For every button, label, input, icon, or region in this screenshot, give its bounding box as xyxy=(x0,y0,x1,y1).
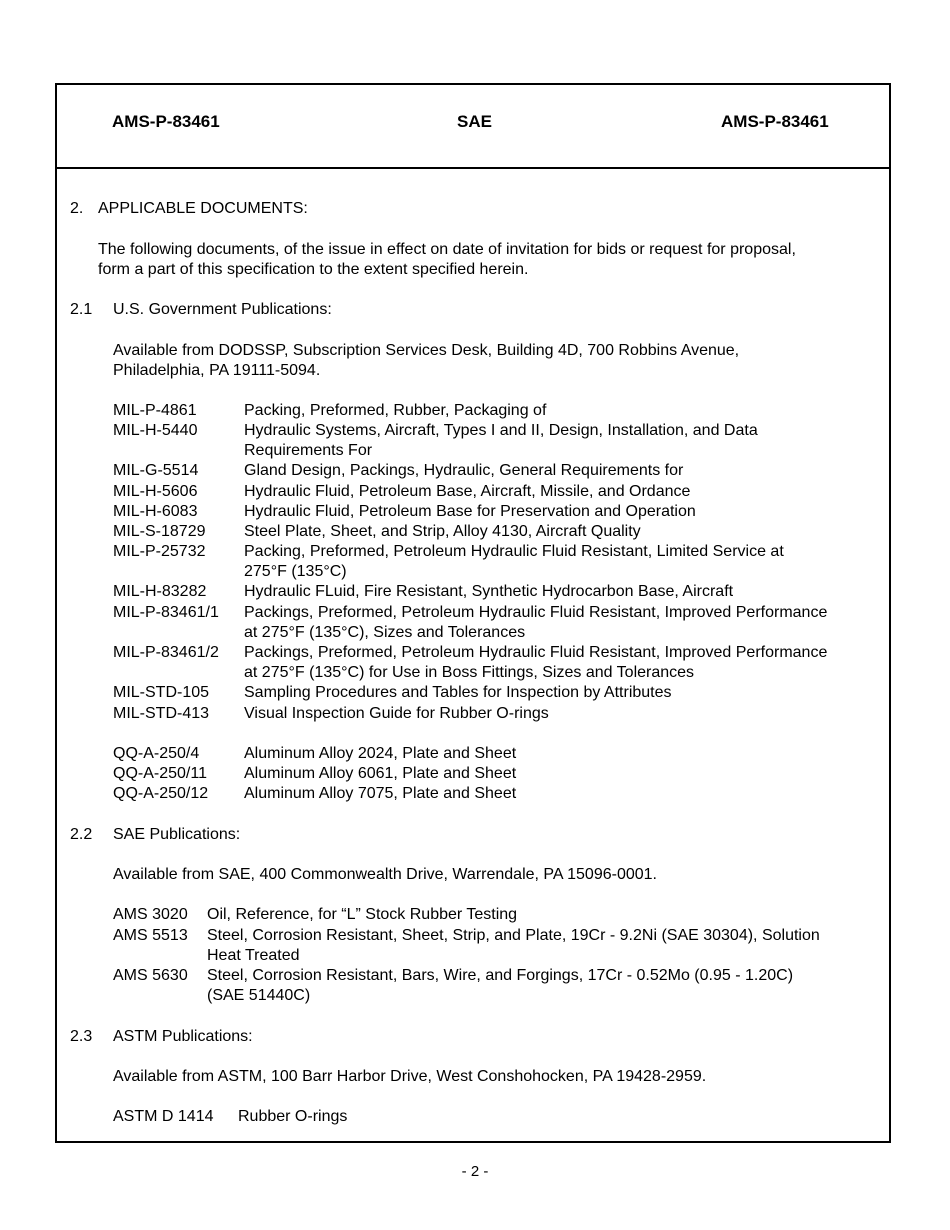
doc-id: MIL-STD-105 xyxy=(113,684,210,701)
doc-id: MIL-P-4861 xyxy=(113,402,197,419)
doc-description-cont: 275°F (135°C) xyxy=(244,563,347,580)
doc-id: QQ-A-250/11 xyxy=(113,765,207,782)
doc-description: Steel, Corrosion Resistant, Bars, Wire, and Forgings, 17Cr - 0.52Mo (0.95 - 1.20C) xyxy=(207,967,794,984)
header-org: SAE xyxy=(457,112,492,131)
section-number: 2. xyxy=(70,200,84,217)
doc-description: Hydraulic Systems, Aircraft, Types I and II, Design, Installation, and Data xyxy=(244,422,758,439)
doc-description-cont: at 275°F (135°C) for Use in Boss Fittings, Sizes and Tolerances xyxy=(244,664,695,681)
doc-id: AMS 5630 xyxy=(113,967,188,984)
section-title: SAE Publications: xyxy=(113,826,241,843)
doc-description: Sampling Procedures and Tables for Inspection by Attributes xyxy=(244,684,672,701)
doc-description: Aluminum Alloy 7075, Plate and Sheet xyxy=(244,785,517,802)
doc-description-cont: Requirements For xyxy=(244,442,373,459)
doc-description: Hydraulic FLuid, Fire Resistant, Synthetic Hydrocarbon Base, Aircraft xyxy=(244,583,734,600)
paragraph-line: Available from SAE, 400 Commonwealth Drive, Warrendale, PA 15096-0001. xyxy=(113,866,657,883)
section-number: 2.3 xyxy=(70,1028,93,1045)
doc-description: Rubber O-rings xyxy=(238,1108,348,1125)
doc-id: MIL-G-5514 xyxy=(113,462,199,479)
paragraph-line: Available from ASTM, 100 Barr Harbor Drive, West Conshohocken, PA 19428-2959. xyxy=(113,1068,707,1085)
section-title: APPLICABLE DOCUMENTS: xyxy=(98,200,308,217)
paragraph-line: Philadelphia, PA 19111-5094. xyxy=(113,362,321,379)
doc-id: MIL-P-83461/1 xyxy=(113,604,219,621)
doc-id: MIL-H-6083 xyxy=(113,503,198,520)
doc-description: Packings, Preformed, Petroleum Hydraulic Fluid Resistant, Improved Performance xyxy=(244,604,828,621)
doc-description: Packing, Preformed, Rubber, Packaging of xyxy=(244,402,547,419)
doc-id: MIL-H-83282 xyxy=(113,583,207,600)
doc-id: QQ-A-250/4 xyxy=(113,745,200,762)
doc-description: Aluminum Alloy 6061, Plate and Sheet xyxy=(244,765,517,782)
section-number: 2.1 xyxy=(70,301,93,318)
doc-description-cont: at 275°F (135°C), Sizes and Tolerances xyxy=(244,624,526,641)
doc-description: Aluminum Alloy 2024, Plate and Sheet xyxy=(244,745,517,762)
doc-id: MIL-STD-413 xyxy=(113,705,210,722)
doc-id: MIL-P-25732 xyxy=(113,543,206,560)
page-number: - 2 - xyxy=(461,1163,489,1180)
header-doc-id-left: AMS-P-83461 xyxy=(112,112,220,131)
doc-description: Oil, Reference, for “L” Stock Rubber Testing xyxy=(207,906,518,923)
doc-description: Visual Inspection Guide for Rubber O-rings xyxy=(244,705,549,722)
doc-id: AMS 5513 xyxy=(113,927,188,944)
document-header xyxy=(57,85,889,169)
paragraph-line: form a part of this specification to the extent specified herein. xyxy=(98,261,529,278)
section-number: 2.2 xyxy=(70,826,93,843)
doc-description-cont: (SAE 51440C) xyxy=(207,987,311,1004)
doc-id: MIL-P-83461/2 xyxy=(113,644,219,661)
doc-description-cont: Heat Treated xyxy=(207,947,300,964)
doc-id: MIL-H-5440 xyxy=(113,422,198,439)
doc-id: AMS 3020 xyxy=(113,906,188,923)
doc-description: Hydraulic Fluid, Petroleum Base, Aircraft, Missile, and Ordance xyxy=(244,483,691,500)
doc-id: QQ-A-250/12 xyxy=(113,785,209,802)
header-doc-id-right: AMS-P-83461 xyxy=(721,112,829,131)
doc-description: Gland Design, Packings, Hydraulic, General Requirements for xyxy=(244,462,684,479)
paragraph-line: Available from DODSSP, Subscription Services Desk, Building 4D, 700 Robbins Avenue, xyxy=(113,342,740,359)
doc-id: MIL-S-18729 xyxy=(113,523,206,540)
section-title: U.S. Government Publications: xyxy=(113,301,332,318)
doc-description: Packing, Preformed, Petroleum Hydraulic Fluid Resistant, Limited Service at xyxy=(244,543,784,560)
doc-description: Steel Plate, Sheet, and Strip, Alloy 4130, Aircraft Quality xyxy=(244,523,641,540)
doc-id: ASTM D 1414 xyxy=(113,1108,214,1125)
doc-description: Hydraulic Fluid, Petroleum Base for Preservation and Operation xyxy=(244,503,696,520)
page-frame xyxy=(55,83,891,1143)
section-title: ASTM Publications: xyxy=(113,1028,253,1045)
doc-id: MIL-H-5606 xyxy=(113,483,198,500)
doc-description: Steel, Corrosion Resistant, Sheet, Strip, and Plate, 19Cr - 9.2Ni (SAE 30304), Solution xyxy=(207,927,820,944)
doc-description: Packings, Preformed, Petroleum Hydraulic Fluid Resistant, Improved Performance xyxy=(244,644,828,661)
paragraph-line: The following documents, of the issue in effect on date of invitation for bids or request for proposal, xyxy=(98,241,796,258)
